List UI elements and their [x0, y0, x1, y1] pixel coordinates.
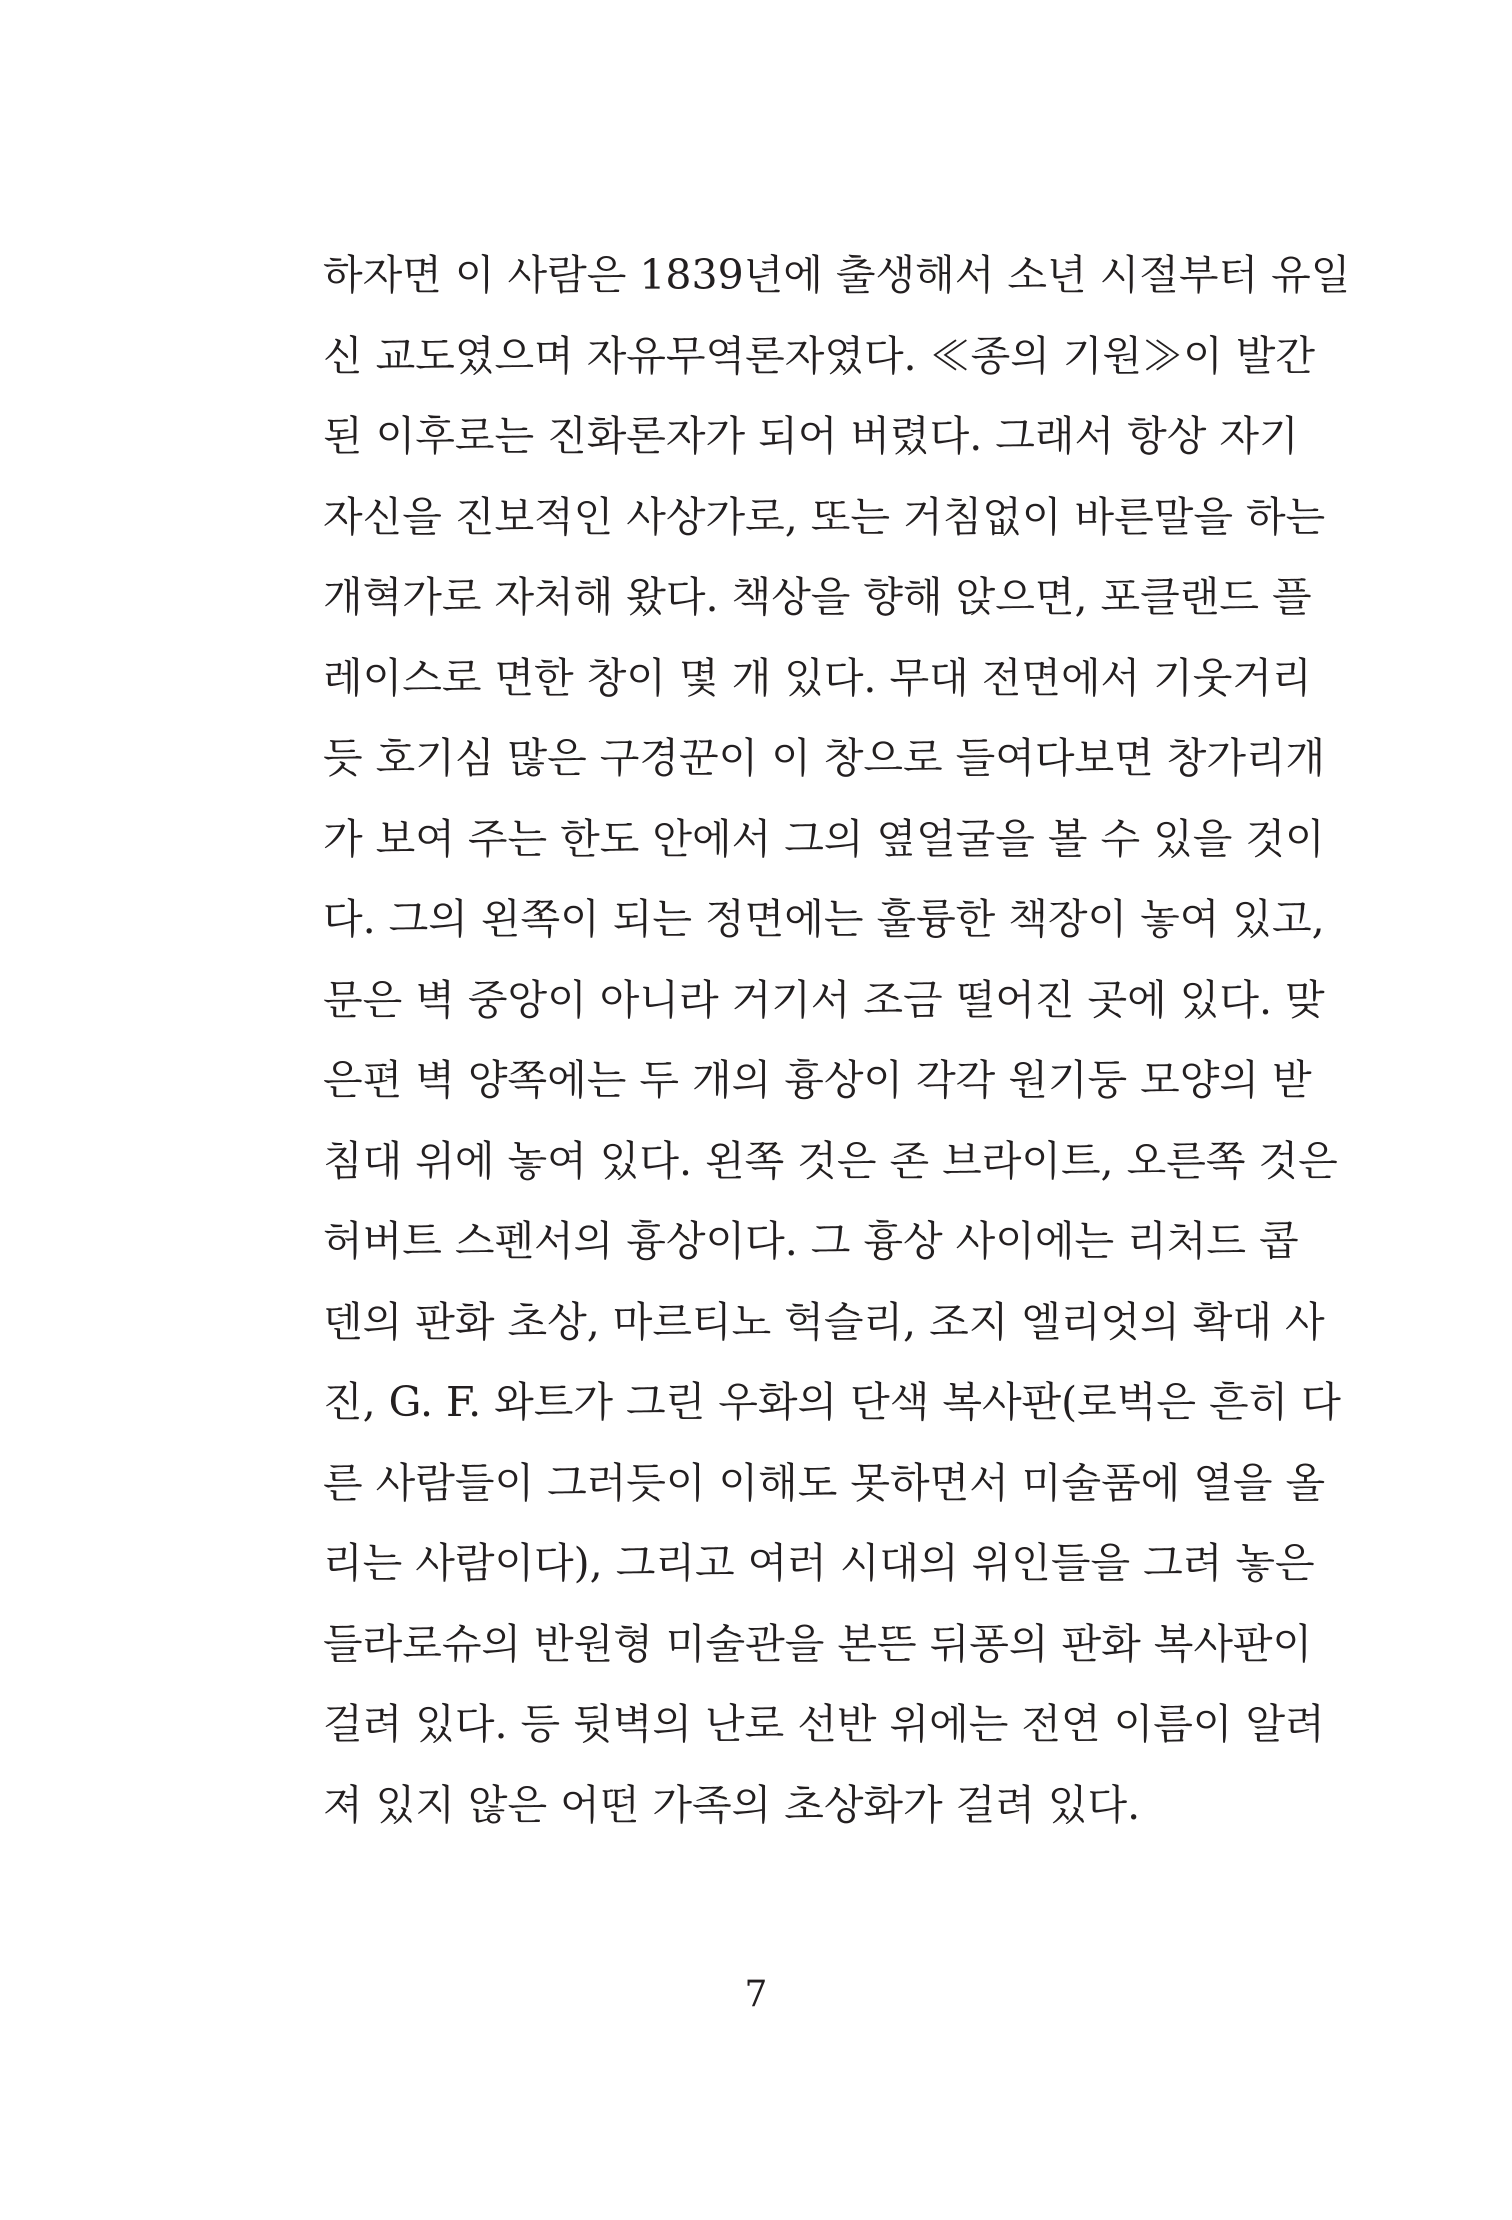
text-line: 다. 그의 왼쪽이 되는 정면에는 훌륭한 책장이 놓여 있고, — [323, 895, 1325, 943]
text-line: 침대 위에 놓여 있다. 왼쪽 것은 존 브라이트, 오른쪽 것은 — [323, 1136, 1338, 1185]
text-line: 듯 호기심 많은 구경꾼이 이 창으로 들여다보면 창가리개 — [323, 734, 1326, 782]
text-line: 른 사람들이 그러듯이 이해도 못하면서 미술품에 열을 올 — [323, 1458, 1326, 1507]
text-line: 된 이후로는 진화론자가 되어 버렸다. 그래서 항상 자기 — [323, 412, 1299, 460]
text-line: 리는 사람이다), 그리고 여러 시대의 위인들을 그려 놓은 — [323, 1539, 1315, 1587]
text-line: 져 있지 않은 어떤 가족의 초상화가 걸려 있다. — [323, 1780, 1141, 1829]
text-line: 걸려 있다. 등 뒷벽의 난로 선반 위에는 전연 이름이 알려 — [323, 1700, 1325, 1748]
page-number: 7 — [744, 1974, 768, 2015]
text-line: 레이스로 면한 창이 몇 개 있다. 무대 전면에서 기웃거리 — [323, 653, 1312, 702]
text-line: 은편 벽 양쪽에는 두 개의 흉상이 각각 원기둥 모양의 받 — [323, 1056, 1312, 1104]
text-line: 자신을 진보적인 사상가로, 또는 거침없이 바른말을 하는 — [323, 492, 1326, 541]
text-line: 허버트 스펜서의 흉상이다. 그 흉상 사이에는 리처드 콥 — [323, 1217, 1299, 1265]
text-line: 문은 벽 중앙이 아니라 거기서 조금 떨어진 곳에 있다. 맞 — [323, 975, 1325, 1024]
body-text — [323, 235, 1351, 1845]
text-line: 개혁가로 자처해 왔다. 책상을 향해 앉으면, 포클랜드 플 — [323, 573, 1312, 621]
text-line: 덴의 판화 초상, 마르티노 헉슬리, 조지 엘리엇의 확대 사 — [323, 1297, 1325, 1346]
text-line: 가 보여 주는 한도 안에서 그의 옆얼굴을 볼 수 있을 것이 — [323, 814, 1325, 863]
text-line: 진, G. F. 와트가 그린 우화의 단색 복사판(로벅은 흔히 다 — [323, 1378, 1341, 1426]
text-line: 들라로슈의 반원형 미술관을 본뜬 뒤퐁의 판화 복사판이 — [323, 1619, 1313, 1668]
text-line: 신 교도였으며 자유무역론자였다. ≪종의 기원≫이 발간 — [323, 331, 1315, 380]
text-line: 하자면 이 사람은 1839년에 출생해서 소년 시절부터 유일 — [323, 251, 1351, 299]
